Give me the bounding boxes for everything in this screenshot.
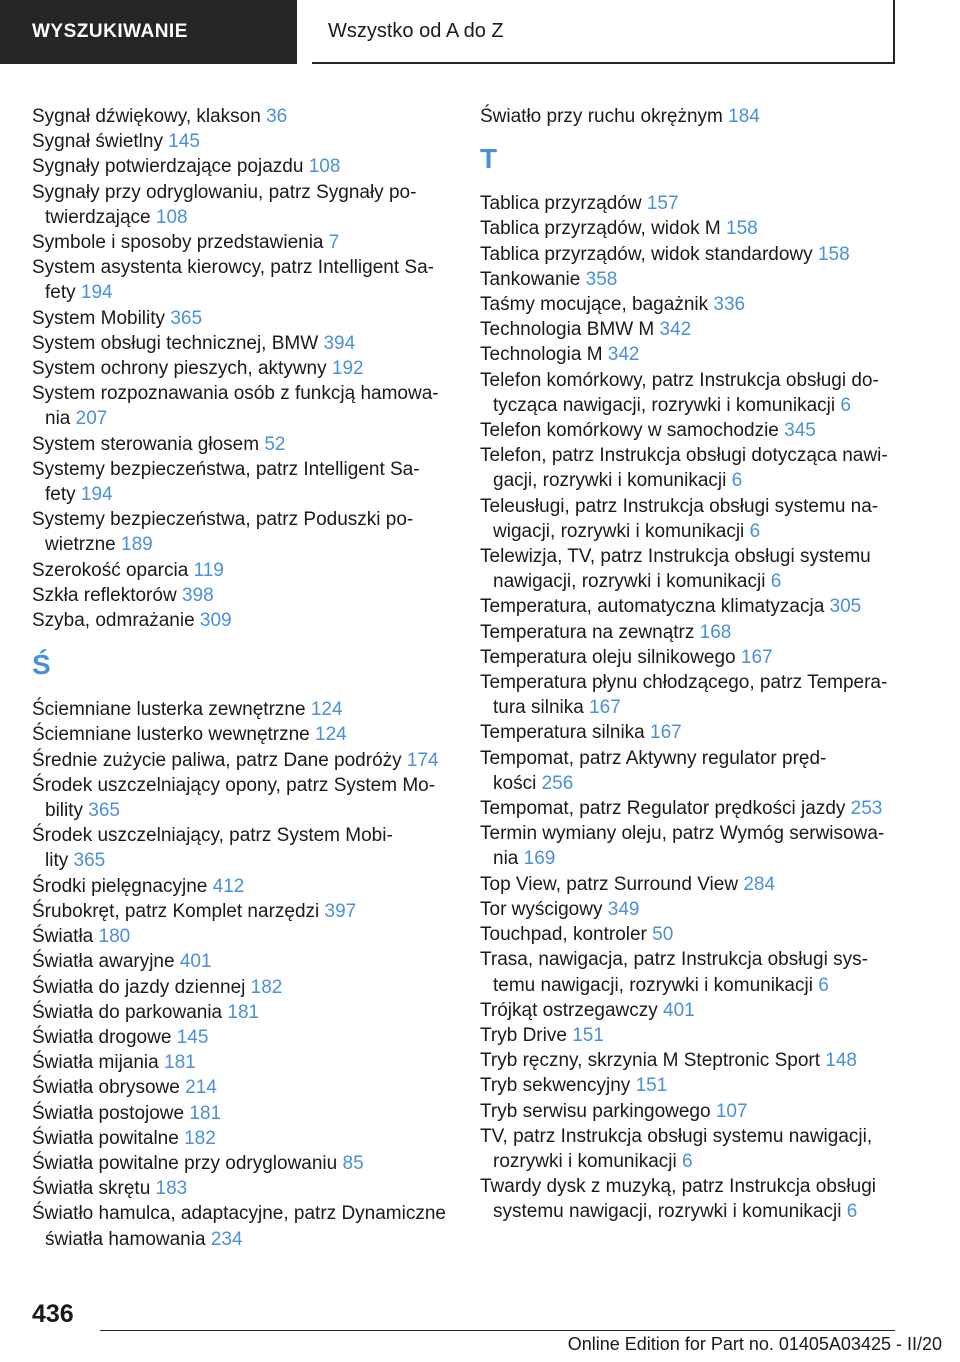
page-reference-link[interactable]: 401 (179, 951, 212, 973)
entry-text: Technologia BMW M (480, 319, 660, 341)
page-reference-link[interactable]: 145 (168, 131, 200, 153)
index-entry (480, 292, 900, 317)
page-reference-link[interactable]: 167 (740, 646, 773, 668)
index-entry (32, 773, 442, 823)
index-entry (480, 1124, 900, 1174)
entry-text-continued: gacji, rozrywki i komunikacji (493, 470, 732, 492)
entry-text: Temperatura silnika (480, 722, 651, 744)
index-entry (32, 180, 442, 230)
footer-divider (100, 1330, 895, 1331)
index-entry (480, 947, 900, 997)
entry-text: Twardy dysk z muzyką, patrz Instrukcja obsługi (480, 1176, 876, 1198)
entry-text-continued: rozrywki i komunikacji (493, 1150, 682, 1172)
page-reference-link[interactable]: 182 (184, 1127, 216, 1149)
page-reference-link[interactable]: 397 (324, 900, 357, 922)
page-reference-link[interactable]: 398 (181, 584, 214, 606)
entry-text: Tablica przyrządów, widok standardowy (480, 243, 818, 265)
index-entry (480, 191, 900, 216)
index-entry (32, 1126, 442, 1151)
page-header (0, 0, 960, 66)
page-reference-link[interactable]: 358 (585, 268, 618, 290)
entry-text: Środki pielęgnacyjne (32, 875, 213, 897)
entry-text: Tryb Drive (480, 1024, 573, 1046)
index-letter-heading: T (480, 143, 498, 175)
entry-text: Termin wymiany oleju, patrz Wymóg serwisowa- (480, 823, 885, 845)
entry-text: Światła mijania (32, 1052, 164, 1074)
page-reference-link[interactable]: 6 (681, 1150, 693, 1172)
entry-text-continued: fety (45, 282, 81, 304)
entry-text: Światło przy ruchu okrężnym (480, 106, 729, 127)
entry-text: Sygnały przy odryglowaniu, patrz Sygnały po- (32, 181, 417, 203)
index-entry (32, 1050, 442, 1075)
entry-text: Światła do parkowania (32, 1001, 228, 1023)
index-entry (480, 1174, 900, 1224)
entry-text: Temperatura oleju silnikowego (480, 646, 741, 668)
entry-text: Śrubokręt, patrz Komplet narzędzi (32, 900, 325, 922)
page-reference-link[interactable]: 180 (98, 926, 131, 948)
index-entry (32, 154, 442, 179)
entry-text: Systemy bezpieczeństwa, patrz Intelligent Sa- (32, 458, 420, 480)
entry-text: Ściemniane lusterka zewnętrzne (32, 699, 311, 721)
page-reference-link[interactable]: 184 (728, 106, 760, 127)
page-reference-link[interactable]: 124 (315, 724, 347, 746)
index-entry (480, 1099, 900, 1124)
index-entry (480, 242, 900, 267)
entry-text: System obsługi technicznej, BMW (32, 332, 324, 354)
entry-text-continued: światła hamowania (45, 1228, 211, 1250)
entry-text: Sygnał świetlny (32, 131, 169, 153)
page-reference-link[interactable]: 145 (176, 1026, 209, 1048)
entry-text: Światła skrętu (32, 1178, 156, 1200)
chapter-title: Wszystko od A do Z (312, 0, 895, 64)
index-entry (32, 381, 442, 431)
page-reference-link[interactable]: 183 (155, 1178, 188, 1200)
entry-text: Światła powitalne (32, 1127, 185, 1149)
entry-text-continued: kości (493, 772, 542, 794)
index-entry (480, 544, 900, 594)
page-reference-link[interactable]: 169 (523, 848, 556, 870)
entry-text-continued: nawigacji, rozrywki i komunikacji (493, 571, 771, 593)
entry-text: Temperatura, automatyczna klimatyzacja (480, 596, 830, 618)
entry-text: Tempomat, patrz Regulator prędkości jazdy (480, 798, 851, 820)
page-reference-link[interactable]: 194 (80, 484, 113, 506)
index-entry (480, 796, 900, 821)
entry-text-continued: lity (45, 850, 74, 872)
page-reference-link[interactable]: 181 (189, 1102, 222, 1124)
index-entry (480, 342, 900, 367)
page-reference-link[interactable]: 124 (310, 699, 343, 721)
page-reference-link[interactable]: 309 (199, 610, 232, 632)
entry-text: Trójkąt ostrzegawczy (480, 999, 664, 1021)
index-entry (480, 620, 900, 645)
page-reference-link[interactable]: 157 (646, 193, 679, 215)
index-entry (32, 507, 442, 557)
index-entry (32, 1151, 442, 1176)
page-reference-link[interactable]: 119 (193, 559, 224, 581)
index-entry (32, 949, 442, 974)
entry-text: Teleusługi, patrz Instrukcja obsługi systemu na- (480, 495, 879, 517)
page-reference-link[interactable]: 52 (264, 433, 286, 455)
page-reference-link[interactable]: 189 (121, 534, 153, 556)
index-entry (32, 608, 442, 633)
index-entry (32, 823, 442, 873)
entry-text: Średnie zużycie paliwa, patrz Dane podróży (32, 749, 407, 771)
index-entry (480, 216, 900, 241)
index-entry (480, 104, 900, 129)
page-reference-link[interactable]: 207 (75, 408, 108, 430)
page-reference-link[interactable]: 108 (308, 156, 341, 178)
entry-text: Sygnał dźwiękowy, klakson (32, 106, 267, 127)
entry-text: Taśmy mocujące, bagażnik (480, 294, 714, 316)
page-reference-link[interactable]: 151 (635, 1075, 668, 1097)
entry-text: Światła powitalne przy odryglowaniu (32, 1152, 343, 1174)
page-reference-link[interactable]: 6 (770, 571, 782, 593)
page-reference-link[interactable]: 345 (784, 420, 816, 442)
page-reference-link[interactable]: 6 (731, 470, 743, 492)
entry-text: Tablica przyrządów (480, 193, 647, 215)
index-entry (480, 872, 900, 897)
index-entry (32, 457, 442, 507)
index-entry (480, 418, 900, 443)
index-column-left (32, 104, 446, 1252)
index-entry (32, 331, 442, 356)
entry-text-continued: tycząca nawigacji, rozrywki i komunikacji (493, 394, 841, 416)
index-entry (32, 104, 442, 129)
index-entry (480, 267, 900, 292)
index-entry (480, 645, 900, 670)
page-reference-link[interactable]: 194 (80, 282, 113, 304)
entry-text: Światła (32, 926, 99, 948)
entry-text: Tempomat, patrz Aktywny regulator pręd- (480, 747, 827, 769)
page-reference-link[interactable]: 174 (406, 749, 439, 771)
entry-text: Szkła reflektorów (32, 584, 182, 606)
entry-text: Trasa, nawigacja, patrz Instrukcja obsługi sys- (480, 949, 868, 971)
page-number: 436 (32, 1300, 74, 1328)
index-entry (480, 998, 900, 1023)
entry-text: TV, patrz Instrukcja obsługi systemu nawigacji, (480, 1125, 873, 1147)
entry-text: Światła postojowe (32, 1102, 190, 1124)
entry-text: Światła do jazdy dziennej (32, 976, 251, 998)
edition-note: Online Edition for Part no. 01405A03425 - II/20 (567, 1334, 942, 1354)
entry-text: Szerokość oparcia (32, 559, 194, 581)
index-entry (32, 975, 442, 1000)
entry-text: Tankowanie (480, 268, 586, 290)
page-reference-link[interactable]: 151 (572, 1024, 604, 1046)
index-entry (32, 583, 442, 608)
index-entry (480, 746, 900, 796)
page-reference-link[interactable]: 168 (699, 621, 732, 643)
entry-text: Telefon komórkowy w samochodzie (480, 420, 785, 442)
entry-text: Szyba, odmrażanie (32, 610, 200, 632)
section-tab: WYSZUKIWANIE (0, 0, 297, 64)
index-entry (32, 1025, 442, 1050)
page-reference-link[interactable]: 342 (607, 344, 640, 366)
page-reference-link[interactable]: 305 (829, 596, 862, 618)
index-entry (32, 874, 442, 899)
page-reference-link[interactable]: 284 (743, 873, 776, 895)
index-entry (32, 1075, 442, 1100)
entry-text-continued: temu nawigacji, rozrywki i komunikacji (493, 974, 819, 996)
page-reference-link[interactable]: 181 (164, 1052, 196, 1074)
page-reference-link[interactable]: 158 (726, 218, 758, 240)
entry-text-continued: tura silnika (493, 697, 590, 719)
entry-text-continued: bility (45, 800, 89, 822)
entry-text-continued: nia (45, 408, 76, 430)
index-entry (480, 443, 900, 493)
entry-text: Systemy bezpieczeństwa, patrz Poduszki po- (32, 509, 414, 531)
page-reference-link[interactable]: 256 (541, 772, 574, 794)
page-reference-link[interactable]: 6 (846, 1201, 858, 1223)
page-reference-link[interactable]: 36 (266, 106, 288, 127)
page-reference-link[interactable]: 167 (650, 722, 682, 744)
entry-text-continued: systemu nawigacji, rozrywki i komunikacji (493, 1201, 847, 1223)
index-entry (32, 129, 442, 154)
index-entry (32, 748, 442, 773)
entry-text: System sterowania głosem (32, 433, 265, 455)
index-entry (32, 558, 442, 583)
page-reference-link[interactable]: 148 (825, 1050, 857, 1072)
entry-text: Sygnały potwierdzające pojazdu (32, 156, 309, 178)
page-reference-link[interactable]: 182 (250, 976, 283, 998)
page-reference-link[interactable]: 394 (323, 332, 356, 354)
page-reference-link[interactable]: 158 (817, 243, 850, 265)
index-entry (480, 317, 900, 342)
entry-text-continued: wigacji, rozrywki i komunikacji (493, 520, 750, 542)
entry-text: System Mobility (32, 307, 171, 329)
entry-text: Tryb sekwencyjny (480, 1075, 636, 1097)
entry-text: System asystenta kierowcy, patrz Intelligent Sa- (32, 257, 434, 279)
page-reference-link[interactable]: 167 (589, 697, 621, 719)
entry-text: Telefon, patrz Instrukcja obsługi dotycząca nawi- (480, 445, 888, 467)
index-entry (480, 821, 900, 871)
index-letter-heading: Ś (32, 649, 51, 681)
page-reference-link[interactable]: 6 (818, 974, 829, 996)
page-reference-link[interactable]: 365 (170, 307, 203, 329)
page-reference-link[interactable]: 365 (73, 850, 106, 872)
page-reference-link[interactable]: 401 (663, 999, 695, 1021)
index-entry (480, 670, 900, 720)
page-reference-link[interactable]: 181 (227, 1001, 260, 1023)
index-entry (32, 1101, 442, 1126)
entry-text: System rozpoznawania osób z funkcją hamowa- (32, 383, 439, 405)
page-reference-link[interactable]: 234 (210, 1228, 243, 1250)
index-entry (480, 1073, 900, 1098)
index-entry (480, 368, 900, 418)
entry-text: Temperatura płynu chłodzącego, patrz Tempera- (480, 672, 888, 694)
index-entry (32, 230, 442, 255)
entry-text: Ściemniane lusterko wewnętrzne (32, 724, 316, 746)
index-entry (32, 1000, 442, 1025)
page-reference-link[interactable]: 253 (850, 798, 883, 820)
page-reference-link[interactable]: 214 (185, 1077, 217, 1099)
index-entry (32, 722, 442, 747)
entry-text: Technologia M (480, 344, 608, 366)
entry-text-continued: wietrzne (45, 534, 122, 556)
page-reference-link[interactable]: 6 (840, 394, 851, 416)
entry-text: Tryb serwisu parkingowego (480, 1100, 716, 1122)
index-entry (32, 432, 442, 457)
index-entry (32, 899, 442, 924)
index-entry (32, 924, 442, 949)
index-entry (480, 897, 900, 922)
page-reference-link[interactable]: 107 (715, 1100, 748, 1122)
index-entry (480, 594, 900, 619)
page-reference-link[interactable]: 336 (713, 294, 746, 316)
entry-text: Tryb ręczny, skrzynia M Steptronic Sport (480, 1050, 826, 1072)
page-reference-link[interactable]: 412 (212, 875, 245, 897)
entry-text: Top View, patrz Surround View (480, 873, 744, 895)
entry-text: Tor wyścigowy (480, 898, 608, 920)
page-reference-link[interactable]: 6 (749, 520, 761, 542)
index-entry (32, 1201, 446, 1251)
index-entry (480, 494, 900, 544)
entry-text: Tablica przyrządów, widok M (480, 218, 727, 240)
index-entry (32, 255, 442, 305)
entry-text: Symbole i sposoby przedstawienia (32, 232, 329, 254)
entry-text: Światła awaryjne (32, 951, 180, 973)
index-entry (32, 356, 442, 381)
entry-text: Telefon komórkowy, patrz Instrukcja obsługi do- (480, 369, 879, 391)
entry-text: Światło hamulca, adaptacyjne, patrz Dynamiczne (32, 1203, 446, 1225)
page-reference-link[interactable]: 192 (331, 358, 364, 380)
page-reference-link[interactable]: 349 (607, 898, 640, 920)
index-column-right (480, 104, 900, 1225)
entry-text: Światła obrysowe (32, 1077, 186, 1099)
page-reference-link[interactable]: 85 (342, 1152, 364, 1174)
entry-text: Touchpad, kontroler (480, 924, 653, 946)
index-entry (32, 306, 442, 331)
page-reference-link[interactable]: 342 (659, 319, 692, 341)
index-entry (32, 1176, 442, 1201)
entry-text: Telewizja, TV, patrz Instrukcja obsługi systemu (480, 546, 871, 568)
page-reference-link[interactable]: 7 (328, 232, 340, 254)
entry-text-continued: nia (493, 848, 524, 870)
index-entry (480, 922, 900, 947)
entry-text-continued: twierdzające (45, 206, 156, 228)
index-entry (32, 697, 442, 722)
entry-text-continued: fety (45, 484, 81, 506)
page-reference-link[interactable]: 108 (155, 206, 188, 228)
entry-text: System ochrony pieszych, aktywny (32, 358, 332, 380)
entry-text: Temperatura na zewnątrz (480, 621, 700, 643)
index-entry (480, 1048, 900, 1073)
entry-text: Środek uszczelniający, patrz System Mobi- (32, 825, 393, 847)
entry-text: Środek uszczelniający opony, patrz System Mo- (32, 774, 436, 796)
page-reference-link[interactable]: 365 (88, 800, 120, 822)
index-entry (480, 1023, 900, 1048)
page-reference-link[interactable]: 50 (652, 924, 674, 946)
entry-text: Światła drogowe (32, 1026, 177, 1048)
index-entry (480, 720, 900, 745)
